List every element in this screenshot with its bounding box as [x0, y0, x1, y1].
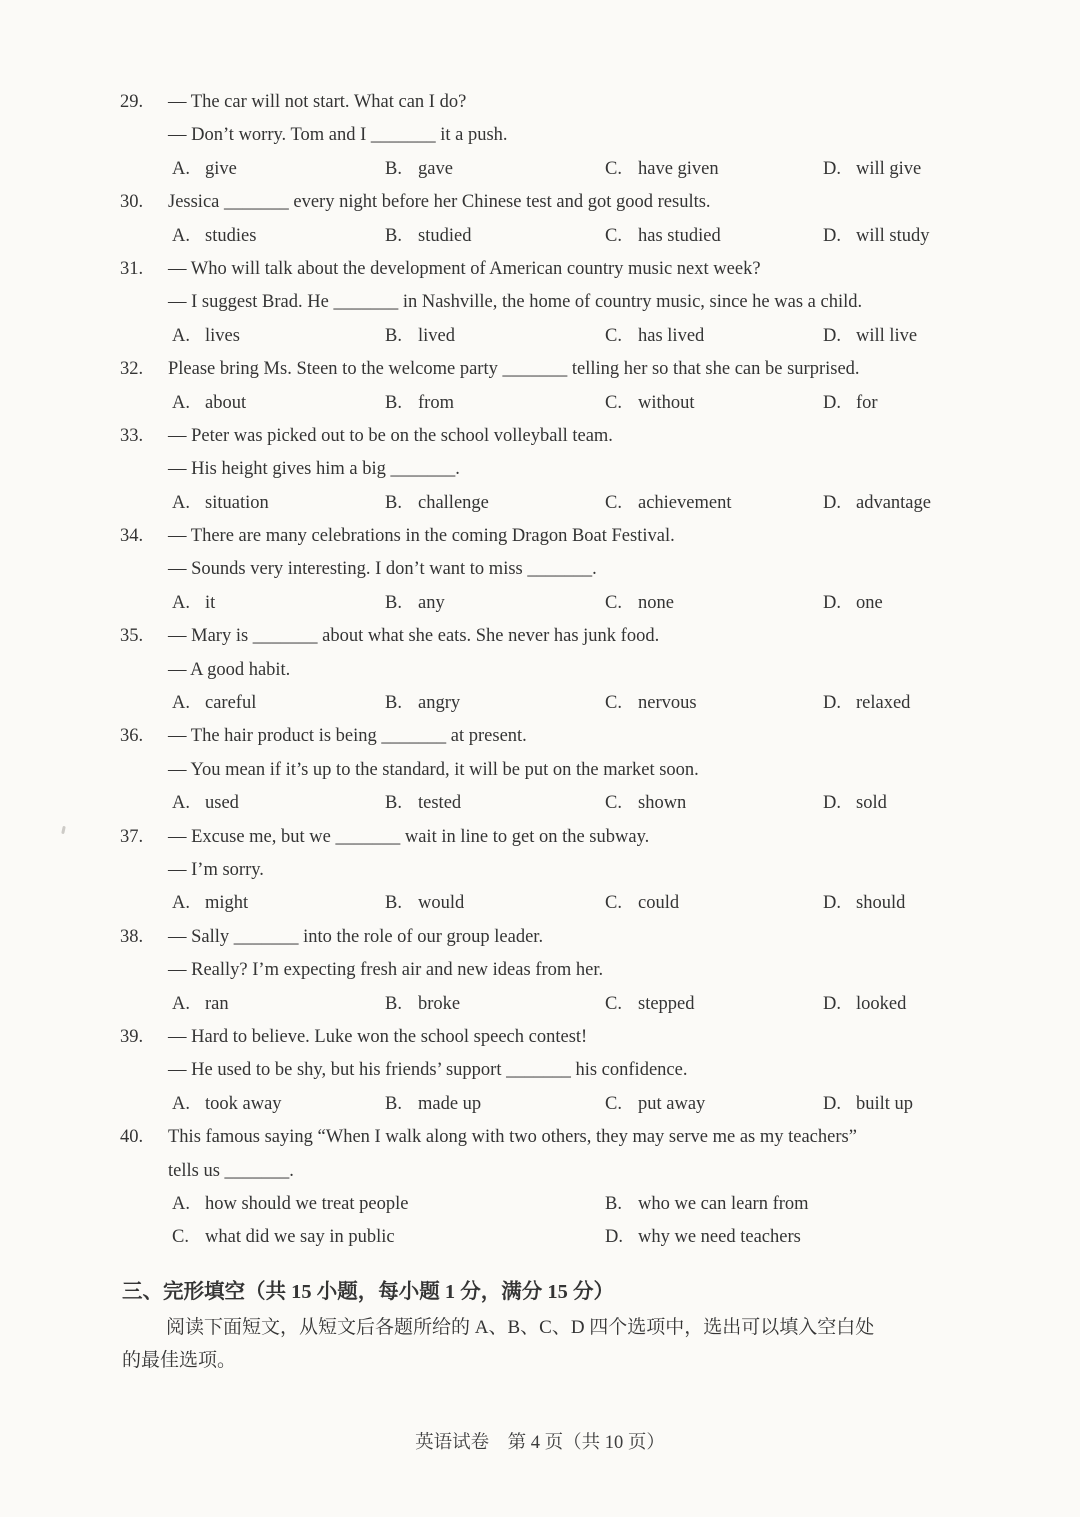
options-row — [120, 153, 1010, 186]
options-row — [120, 1188, 1010, 1221]
option-text: studied — [418, 225, 472, 246]
option-label: D. — [823, 158, 841, 179]
option-text: sold — [856, 793, 887, 814]
option-c — [605, 153, 823, 186]
option-label: C. — [605, 392, 622, 413]
option-text: stepped — [638, 993, 695, 1014]
option-d — [823, 153, 921, 186]
option-label: C. — [605, 492, 622, 513]
option-text: lives — [205, 325, 240, 346]
option-text: will give — [856, 158, 922, 179]
question-30 — [120, 186, 1010, 253]
question-line — [120, 620, 1010, 653]
option-label: B. — [385, 392, 402, 413]
options-row — [120, 1088, 1010, 1121]
option-text: careful — [205, 693, 257, 714]
option-c — [605, 587, 823, 620]
question-text: — Hard to believe. Luke won the school speech contest! — [168, 1026, 588, 1047]
section-intro-line1: 阅读下面短文，从短文后各题所给的 A、B、C、D 四个选项中，选出可以填入空白处 — [166, 1316, 875, 1338]
option-text: it — [205, 592, 216, 613]
option-text: took away — [205, 1093, 282, 1114]
option-d — [823, 320, 917, 353]
scan-speck — [61, 826, 66, 834]
option-text: gave — [418, 158, 453, 179]
option-a — [172, 1088, 385, 1121]
option-b — [385, 387, 605, 420]
question-number: 30. — [120, 192, 144, 213]
option-a — [172, 487, 385, 520]
option-d — [823, 587, 883, 620]
option-label: C. — [605, 325, 622, 346]
question-line — [120, 286, 1010, 319]
question-line — [120, 1121, 1010, 1154]
question-line — [120, 553, 1010, 586]
question-text: — Mary is _______ about what she eats. She never has junk food. — [168, 626, 660, 647]
options-row — [120, 687, 1010, 720]
option-b — [385, 487, 605, 520]
options-row — [120, 487, 1010, 520]
option-text: put away — [638, 1093, 706, 1114]
option-b — [385, 887, 605, 920]
option-b — [385, 153, 605, 186]
question-line — [120, 921, 1010, 954]
question-36 — [120, 720, 1010, 820]
question-line — [120, 86, 1010, 119]
question-33 — [120, 420, 1010, 520]
option-text: relaxed — [856, 693, 911, 714]
question-line — [120, 654, 1010, 687]
option-a — [172, 153, 385, 186]
question-31 — [120, 253, 1010, 353]
option-a — [172, 387, 385, 420]
question-number: 31. — [120, 258, 144, 279]
option-label: A. — [172, 492, 190, 513]
question-text: — A good habit. — [168, 659, 291, 680]
option-a — [172, 988, 385, 1021]
question-34 — [120, 520, 1010, 620]
option-text: advantage — [856, 492, 931, 513]
question-line — [120, 754, 1010, 787]
option-label: D. — [823, 793, 841, 814]
question-32 — [120, 353, 1010, 420]
question-text: — Sounds very interesting. I don’t want to miss _______. — [168, 559, 597, 580]
option-label: B. — [605, 1193, 622, 1214]
option-label: A. — [172, 592, 190, 613]
option-label: A. — [172, 993, 190, 1014]
question-text: — His height gives him a big _______. — [168, 459, 460, 480]
option-text: one — [856, 592, 883, 613]
option-text: achievement — [638, 492, 732, 513]
option-label: D. — [823, 392, 841, 413]
option-text: have given — [638, 158, 719, 179]
option-label: D. — [823, 1093, 841, 1114]
page-footer: 英语试卷 第 4 页（共 10 页） — [415, 1433, 665, 1453]
question-number: 35. — [120, 626, 144, 647]
option-label: D. — [605, 1227, 623, 1248]
option-c — [605, 1088, 823, 1121]
options-row — [120, 220, 1010, 253]
question-number: 37. — [120, 826, 144, 847]
option-text: nervous — [638, 693, 697, 714]
option-label: A. — [172, 793, 190, 814]
option-b — [385, 988, 605, 1021]
option-d — [823, 487, 931, 520]
question-number: 40. — [120, 1127, 144, 1148]
option-b — [605, 1188, 809, 1221]
question-number: 33. — [120, 425, 144, 446]
question-line — [120, 720, 1010, 753]
option-text: what did we say in public — [205, 1227, 395, 1248]
question-37 — [120, 821, 1010, 921]
page-content — [120, 86, 1010, 1377]
option-c — [605, 887, 823, 920]
option-text: should — [856, 893, 906, 914]
question-line — [120, 353, 1010, 386]
question-line — [120, 520, 1010, 553]
option-label: D. — [823, 225, 841, 246]
option-c — [605, 988, 823, 1021]
option-text: will live — [856, 325, 918, 346]
option-label: C. — [605, 158, 622, 179]
option-label: B. — [385, 325, 402, 346]
option-d — [823, 220, 930, 253]
question-text: Please bring Ms. Steen to the welcome party _______ telling her so that she can be surprised. — [168, 359, 860, 380]
option-label: B. — [385, 1093, 402, 1114]
option-label: C. — [605, 225, 622, 246]
option-a — [172, 220, 385, 253]
cloze-section — [122, 1273, 1010, 1378]
question-number: 29. — [120, 92, 144, 112]
question-text: — Sally _______ into the role of our group leader. — [168, 926, 544, 947]
option-c — [172, 1221, 605, 1254]
option-a — [172, 687, 385, 720]
question-line — [120, 954, 1010, 987]
option-label: A. — [172, 325, 190, 346]
question-text: tells us _______. — [168, 1160, 294, 1181]
question-text: — The hair product is being _______ at present. — [168, 726, 527, 747]
options-row — [120, 1221, 1010, 1254]
question-line — [120, 854, 1010, 887]
question-line — [120, 453, 1010, 486]
options-row — [120, 587, 1010, 620]
question-text: — Who will talk about the development of American country music next week? — [168, 258, 761, 279]
option-text: looked — [856, 993, 907, 1014]
question-40 — [120, 1121, 1010, 1255]
option-d — [823, 387, 878, 420]
option-label: D. — [823, 492, 841, 513]
option-label: C. — [605, 693, 622, 714]
option-text: ran — [205, 993, 229, 1014]
option-text: made up — [418, 1093, 482, 1114]
option-text: lived — [418, 325, 455, 346]
option-label: C. — [605, 893, 622, 914]
option-a — [172, 587, 385, 620]
question-text: — I suggest Brad. He _______ in Nashville, the home of country music, since he was a child. — [168, 292, 863, 313]
option-label: D. — [823, 893, 841, 914]
option-text: why we need teachers — [638, 1227, 801, 1248]
option-d — [823, 988, 906, 1021]
option-label: B. — [385, 693, 402, 714]
option-label: D. — [823, 993, 841, 1014]
option-text: built up — [856, 1093, 914, 1114]
option-label: B. — [385, 158, 402, 179]
option-c — [605, 487, 823, 520]
option-label: B. — [385, 225, 402, 246]
option-label: A. — [172, 1093, 190, 1114]
question-text: — Don’t worry. Tom and I _______ it a push. — [168, 125, 508, 146]
option-label: D. — [823, 592, 841, 613]
option-text: give — [205, 158, 237, 179]
option-text: how should we treat people — [205, 1193, 409, 1214]
option-label: A. — [172, 392, 190, 413]
option-a — [172, 887, 385, 920]
option-c — [605, 320, 823, 353]
options-row — [120, 787, 1010, 820]
option-label: B. — [385, 492, 402, 513]
question-line — [120, 821, 1010, 854]
option-label: C. — [605, 1093, 622, 1114]
option-label: B. — [385, 793, 402, 814]
option-label: B. — [385, 993, 402, 1014]
question-line — [120, 186, 1010, 219]
option-label: A. — [172, 893, 190, 914]
options-row — [120, 887, 1010, 920]
question-text: Jessica _______ every night before her Chinese test and got good results. — [168, 192, 711, 213]
option-text: used — [205, 793, 239, 814]
options-row — [120, 387, 1010, 420]
question-text: — You mean if it’s up to the standard, it will be put on the market soon. — [168, 759, 699, 780]
question-line — [120, 1054, 1010, 1087]
question-number: 39. — [120, 1026, 144, 1047]
option-text: angry — [418, 693, 461, 714]
option-label: C. — [605, 993, 622, 1014]
option-text: from — [418, 392, 454, 413]
option-label: A. — [172, 693, 190, 714]
question-line — [120, 420, 1010, 453]
option-text: might — [205, 893, 249, 914]
question-number: 32. — [120, 359, 144, 380]
section-intro-line2: 的最佳选项。 — [122, 1350, 237, 1372]
question-line — [120, 253, 1010, 286]
option-text: broke — [418, 993, 461, 1014]
option-text: without — [638, 392, 695, 413]
option-b — [385, 1088, 605, 1121]
option-label: A. — [172, 1193, 190, 1214]
question-text: — There are many celebrations in the coming Dragon Boat Festival. — [168, 526, 675, 547]
option-d — [823, 687, 910, 720]
option-label: D. — [823, 325, 841, 346]
option-label: B. — [385, 893, 402, 914]
question-number: 34. — [120, 526, 144, 547]
question-text: This famous saying “When I walk along with two others, they may serve me as my teachers” — [168, 1127, 857, 1148]
question-list — [120, 86, 1010, 1255]
option-text: none — [638, 592, 674, 613]
option-text: would — [418, 893, 465, 914]
options-row — [120, 988, 1010, 1021]
question-number: 36. — [120, 726, 144, 747]
option-a — [172, 320, 385, 353]
question-text: — I’m sorry. — [168, 859, 264, 880]
question-text: — Peter was picked out to be on the school volleyball team. — [168, 425, 613, 446]
option-b — [385, 220, 605, 253]
option-d — [823, 1088, 913, 1121]
option-text: studies — [205, 225, 257, 246]
question-35 — [120, 620, 1010, 720]
question-text: — The car will not start. What can I do? — [168, 92, 467, 112]
option-label: D. — [823, 693, 841, 714]
option-b — [385, 687, 605, 720]
option-text: has studied — [638, 225, 721, 246]
option-b — [385, 320, 605, 353]
question-text: — He used to be shy, but his friends’ support _______ his confidence. — [168, 1060, 688, 1081]
option-d — [605, 1221, 801, 1254]
option-label: C. — [605, 793, 622, 814]
option-label: A. — [172, 158, 190, 179]
question-text: — Really? I’m expecting fresh air and new ideas from her. — [168, 960, 604, 981]
option-label: A. — [172, 225, 190, 246]
question-38 — [120, 921, 1010, 1021]
question-number: 38. — [120, 926, 144, 947]
option-text: will study — [856, 225, 930, 246]
option-d — [823, 787, 887, 820]
question-line — [120, 119, 1010, 152]
option-text: situation — [205, 492, 269, 513]
option-label: C. — [605, 592, 622, 613]
option-c — [605, 687, 823, 720]
option-d — [823, 887, 905, 920]
option-text: any — [418, 592, 445, 613]
option-text: has lived — [638, 325, 705, 346]
question-text: — Excuse me, but we _______ wait in line to get on the subway. — [168, 826, 650, 847]
option-text: for — [856, 392, 878, 413]
question-29 — [120, 86, 1010, 186]
option-text: shown — [638, 793, 687, 814]
option-label: C. — [172, 1227, 189, 1248]
option-a — [172, 1188, 605, 1221]
question-39 — [120, 1021, 1010, 1121]
option-c — [605, 220, 823, 253]
option-label: B. — [385, 592, 402, 613]
question-line — [120, 1021, 1010, 1054]
option-text: who we can learn from — [638, 1193, 809, 1214]
options-row — [120, 320, 1010, 353]
option-text: tested — [418, 793, 462, 814]
option-text: about — [205, 392, 247, 413]
option-text: challenge — [418, 492, 489, 513]
section-heading: 三、完形填空（共 15 小题，每小题 1 分，满分 15 分） — [122, 1280, 614, 1303]
option-c — [605, 387, 823, 420]
option-a — [172, 787, 385, 820]
option-text: could — [638, 893, 680, 914]
option-b — [385, 787, 605, 820]
option-c — [605, 787, 823, 820]
question-line — [120, 1155, 1010, 1188]
option-b — [385, 587, 605, 620]
